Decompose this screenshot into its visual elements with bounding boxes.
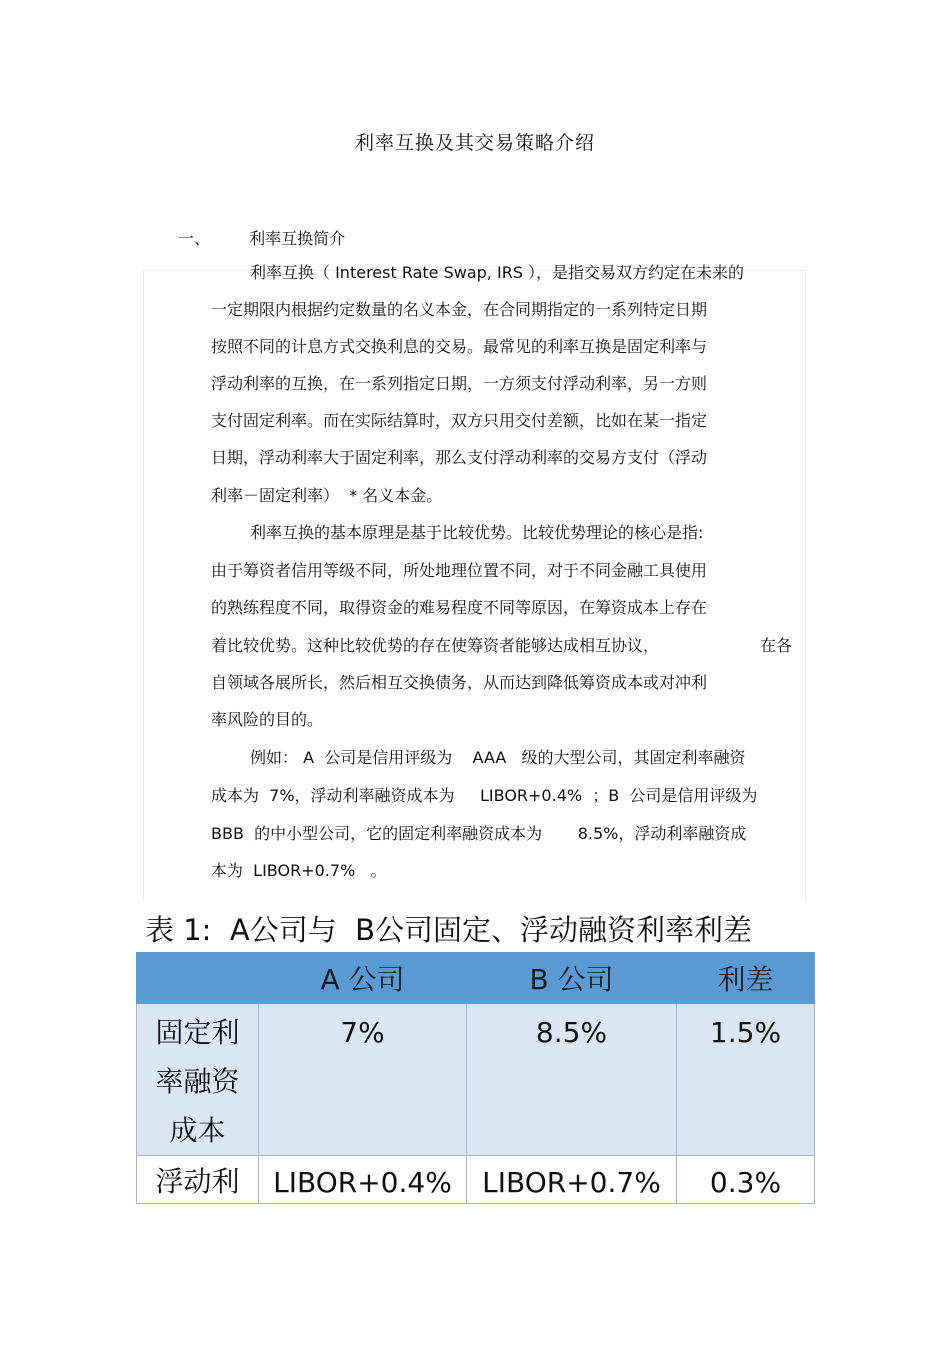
text-frame <box>143 270 806 901</box>
text-line: 按照不同的计息方式交换利息的交易。最常见的利率互换是固定利率与 <box>211 337 708 356</box>
table-header-cell <box>137 953 259 1004</box>
text-line: 日期，浮动利率大于固定利率，那么支付浮动利率的交易方支付（浮动 <box>211 448 708 467</box>
text-line: 利率互换的基本原理是基于比较优势。比较优势理论的核心是指: <box>250 523 704 542</box>
document-title: 利率互换及其交易策略介绍 <box>354 132 595 154</box>
table-header-row <box>137 953 815 1004</box>
table-header-cell: 利差 <box>677 953 815 1004</box>
text-line: 的熟练程度不同，取得资金的难易程度不同等原因，在筹资成本上存在 <box>211 598 708 617</box>
row-label-line: 浮动利 <box>155 1165 240 1198</box>
table-cell: 8.5% <box>467 1004 677 1156</box>
section-heading <box>178 226 345 249</box>
section-number: 一、 <box>178 229 211 248</box>
table-row <box>137 1156 815 1204</box>
text-line: 利率－固定利率） * 名义本金。 <box>211 486 443 505</box>
text-line: 例如： A 公司是信用评级为 AAA 级的大型公司，其固定利率融资 <box>250 748 746 767</box>
rate-spread-table <box>136 952 815 1204</box>
text-line: 着比较优势。这种比较优势的存在使筹资者能够达成相互协议， <box>211 636 660 655</box>
text-line: 本为 LIBOR+0.7% 。 <box>211 861 387 880</box>
section-title: 利率互换简介 <box>249 229 346 248</box>
table-header-cell: B 公司 <box>467 953 677 1004</box>
table-caption: 表 1: A公司与 B公司固定、浮动融资利率利差 <box>145 913 753 947</box>
text-line: 由于筹资者信用等级不同，所处地理位置不同，对于不同金融工具使用 <box>211 561 708 580</box>
text-line: 支付固定利率。而在实际结算时，双方只用交付差额，比如在某一指定 <box>211 411 708 430</box>
table-cell: LIBOR+0.4% <box>259 1156 467 1204</box>
text-line: 自领域各展所长，然后相互交换债务，从而达到降低筹资成本或对冲利 <box>211 673 708 692</box>
table-cell: 7% <box>259 1004 467 1156</box>
text-line: BBB 的中小型公司，它的固定利率融资成本为 8.5%，浮动利率融资成 <box>211 824 747 843</box>
row-label-line: 固定利 <box>155 1016 240 1049</box>
text-line: 在各 <box>760 636 793 655</box>
text-line: 成本为 7%，浮动利率融资成本为 LIBOR+0.4% ；B 公司是信用评级为 <box>211 786 758 805</box>
table-cell: 1.5% <box>677 1004 815 1156</box>
text-line: 率风险的目的。 <box>211 710 324 729</box>
table-header-cell: A 公司 <box>259 953 467 1004</box>
table-cell: 0.3% <box>677 1156 815 1204</box>
table-cell: LIBOR+0.7% <box>467 1156 677 1204</box>
text-line: 一定期限内根据约定数量的名义本金，在合同期指定的一系列特定日期 <box>211 300 708 319</box>
row-label-line: 成本 <box>169 1114 226 1147</box>
row-label <box>137 1004 259 1156</box>
text-line: 利率互换（ Interest Rate Swap, IRS ），是指交易双方约定在未来的 <box>250 263 745 282</box>
table-row <box>137 1004 815 1156</box>
row-label <box>137 1156 259 1204</box>
text-line: 浮动利率的互换，在一系列指定日期，一方须支付浮动利率，另一方则 <box>211 374 708 393</box>
row-label-line: 率融资 <box>155 1065 240 1098</box>
